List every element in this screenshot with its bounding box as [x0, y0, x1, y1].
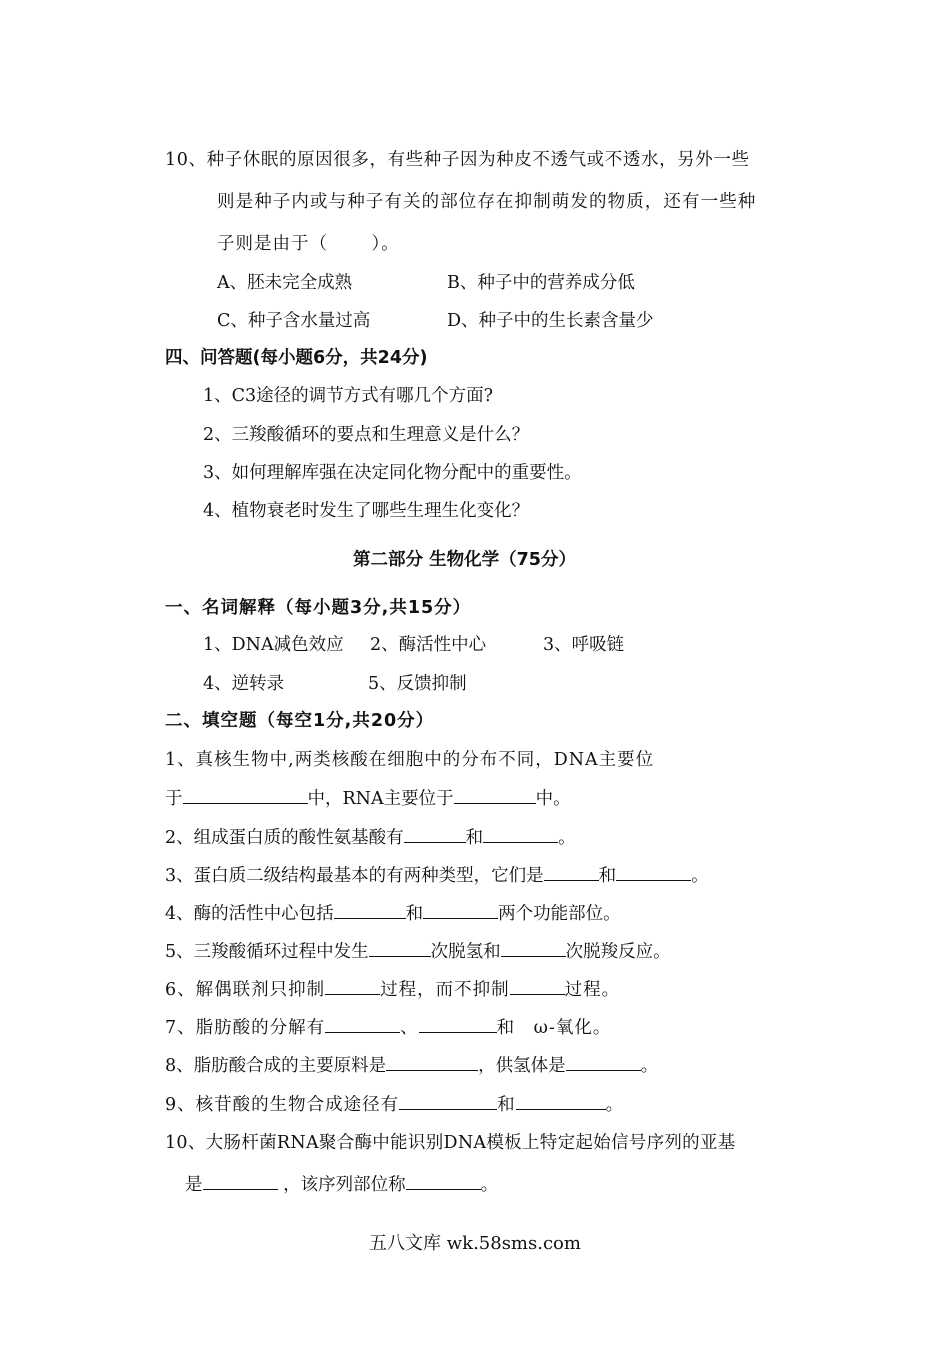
fill-1-line-1: 1、真核生物中,两类核酸在细胞中的分布不同，DNA主要位 — [165, 750, 655, 770]
fill-2-text-b: 和 — [465, 828, 484, 848]
fill-3-text-c: 。 — [691, 866, 709, 886]
fill-8-text-c: 。 — [640, 1056, 659, 1076]
fill-2 — [165, 825, 576, 850]
fill-6-blank-2[interactable] — [510, 977, 565, 995]
term-4: 4、逆转录 — [203, 674, 285, 694]
fill-7 — [165, 1015, 611, 1040]
fill-6-text-b: 过程，而不抑制 — [380, 980, 510, 1000]
fill-7-text-b: 、 — [400, 1018, 419, 1038]
fill-6-text-c: 过程。 — [564, 980, 621, 1000]
fill-1-blank-1[interactable] — [183, 786, 308, 804]
fill-10-text-c: 。 — [480, 1175, 499, 1195]
fill-3-text-a: 3、蛋白质二级结构最基本的有两种类型，它们是 — [165, 866, 544, 886]
fill-9-text-c: 。 — [605, 1095, 625, 1115]
section4-item-1: 1、C3途径的调节方式有哪几个方面? — [203, 386, 494, 406]
fill-2-text-a: 2、组成蛋白质的酸性氨基酸有 — [165, 828, 404, 848]
fill-8-blank-2[interactable] — [566, 1053, 641, 1071]
fill-5-text-c: 次脱羧反应。 — [565, 942, 671, 962]
fill-3 — [165, 863, 709, 888]
fill-10-text-b: ，该序列部位称 — [283, 1175, 406, 1195]
fill-10-text-a: 是 — [185, 1175, 203, 1195]
q10-option-a: A、胚未完全成熟 — [217, 273, 353, 293]
fill-2-text-c: 。 — [558, 828, 576, 848]
fill-7-blank-2[interactable] — [419, 1015, 497, 1033]
fill-2-blank-1[interactable] — [404, 825, 466, 843]
fill-3-text-b: 和 — [598, 866, 617, 886]
fill-9 — [165, 1092, 624, 1117]
fill-6-blank-1[interactable] — [325, 977, 380, 995]
terms-title: 一、名词解释（每小题3分,共15分） — [165, 598, 472, 618]
fill-5-text-a: 5、三羧酸循环过程中发生 — [165, 942, 369, 962]
fill-4-text-b: 和 — [405, 904, 424, 924]
fill-9-blank-1[interactable] — [399, 1092, 497, 1110]
fill-2-blank-2[interactable] — [483, 825, 558, 843]
fill-6-text-a: 6、解偶联剂只抑制 — [165, 980, 326, 1000]
fill-8-blank-1[interactable] — [386, 1053, 478, 1071]
fill-9-text-b: 和 — [497, 1095, 516, 1115]
fill-10-blank-1[interactable] — [203, 1172, 278, 1190]
fill-7-text-a: 7、脂肪酸的分解有 — [165, 1018, 326, 1038]
fill-5-text-b: 次脱氢和 — [430, 942, 501, 962]
term-3: 3、呼吸链 — [543, 635, 625, 655]
section4-item-2: 2、三羧酸循环的要点和生理意义是什么？ — [203, 425, 530, 445]
fill-5-blank-1[interactable] — [369, 939, 431, 957]
section4-item-4: 4、植物衰老时发生了哪些生理生化变化？ — [203, 501, 530, 521]
fill-4-blank-1[interactable] — [334, 901, 406, 919]
fill-4-text-a: 4、酶的活性中心包括 — [165, 904, 334, 924]
fill-7-text-c: 和 ω-氧化。 — [496, 1018, 612, 1038]
q10-line-3: 子则是由于（ ）。 — [217, 234, 400, 254]
fill-4 — [165, 901, 621, 926]
term-2: 2、酶活性中心 — [370, 635, 487, 655]
fill-8-text-b: ，供氢体是 — [478, 1056, 566, 1076]
q10-option-c: C、种子含水量过高 — [217, 311, 371, 331]
fill-1-text-a: 于 — [165, 789, 183, 809]
fill-3-blank-2[interactable] — [616, 863, 691, 881]
fill-3-blank-1[interactable] — [544, 863, 599, 881]
term-1: 1、DNA减色效应 — [203, 635, 344, 655]
fill-7-blank-1[interactable] — [325, 1015, 400, 1033]
fill-1-text-b: 中，RNA主要位于 — [307, 789, 454, 809]
fill-10-line-1: 10、大肠杆菌RNA聚合酶中能识别DNA模板上特定起始信号序列的亚基 — [165, 1133, 736, 1153]
q10-option-b: B、种子中的营养成分低 — [447, 273, 635, 293]
section4-item-3: 3、如何理解库强在决定同化物分配中的重要性。 — [203, 463, 582, 483]
section4-title: 四、问答题(每小题6分，共24分) — [165, 348, 428, 368]
fill-1-text-c: 中。 — [535, 789, 571, 809]
fill-1-blank-2[interactable] — [454, 786, 536, 804]
fill-6 — [165, 977, 620, 1002]
fill-10-blank-2[interactable] — [406, 1172, 481, 1190]
page-footer: 五八文库 wk.58sms.com — [369, 1233, 581, 1254]
part2-title: 第二部分 生物化学（75分） — [353, 550, 576, 570]
q10-option-d: D、种子中的生长素含量少 — [447, 311, 654, 331]
fill-10-line-2 — [185, 1172, 498, 1197]
fill-5-blank-2[interactable] — [501, 939, 566, 957]
fill-9-blank-2[interactable] — [516, 1092, 606, 1110]
fill-4-text-c: 两个功能部位。 — [498, 904, 621, 924]
fill-5 — [165, 939, 671, 964]
q10-line-1: 10、种子休眠的原因很多，有些种子因为种皮不透气或不透水，另外一些 — [165, 150, 750, 170]
fill-8-text-a: 8、脂肪酸合成的主要原料是 — [165, 1056, 387, 1076]
fill-8 — [165, 1053, 658, 1078]
term-5: 5、反馈抑制 — [368, 674, 467, 694]
fill-9-text-a: 9、核苷酸的生物合成途径有 — [165, 1095, 400, 1115]
fill-1-line-2 — [165, 786, 571, 811]
fill-4-blank-2[interactable] — [423, 901, 498, 919]
q10-line-2: 则是种子内或与种子有关的部位存在抑制萌发的物质，还有一些种 — [217, 192, 757, 212]
fill-title: 二、填空题（每空1分,共20分） — [165, 711, 435, 731]
